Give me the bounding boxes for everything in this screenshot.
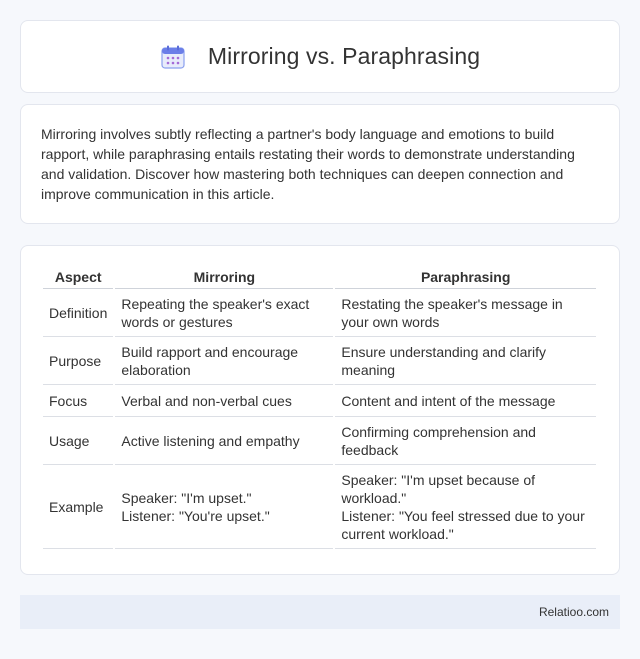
aspect-cell: Usage (43, 417, 113, 465)
aspect-cell: Definition (43, 289, 113, 337)
comparison-card (20, 245, 620, 575)
comparison-table (41, 264, 598, 549)
aspect-cell: Purpose (43, 337, 113, 385)
title-card (20, 20, 620, 93)
paraphrasing-cell: Ensure understanding and clarify meaning (335, 337, 596, 385)
table-row (43, 289, 596, 337)
table-header-row (43, 264, 596, 289)
mirroring-cell: Build rapport and encourage elaboration (115, 337, 333, 385)
mirroring-cell: Active listening and empathy (115, 417, 333, 465)
table-row (43, 417, 596, 465)
table-row (43, 385, 596, 417)
intro-card (20, 104, 620, 224)
table-row (43, 337, 596, 385)
table-row (43, 465, 596, 549)
column-header-mirroring: Mirroring (115, 264, 333, 289)
mirroring-cell: Speaker: "I'm upset." Listener: "You're upset." (115, 465, 333, 549)
column-header-paraphrasing: Paraphrasing (335, 264, 596, 289)
page-title: Mirroring vs. Paraphrasing (207, 43, 481, 69)
calendar-icon (160, 44, 186, 70)
paraphrasing-cell: Confirming comprehension and feedback (335, 417, 596, 465)
footer-brand: Relatioo.com (538, 605, 609, 619)
column-header-aspect: Aspect (43, 264, 113, 289)
aspect-cell: Example (43, 465, 113, 549)
mirroring-cell: Verbal and non-verbal cues (115, 385, 333, 417)
paraphrasing-cell: Content and intent of the message (335, 385, 596, 417)
intro-paragraph: Mirroring involves subtly reflecting a partner's body language and emotions to build rapport, while paraphrasing entails restating their words to demonstrate understanding and validation. Discover how mastering both techniques can deepen connection and improve communication in this article. (41, 126, 575, 202)
paraphrasing-cell: Speaker: "I'm upset because of workload." Listener: "You feel stressed due to your current workload." (335, 465, 596, 549)
footer-bar (20, 595, 620, 629)
paraphrasing-cell: Restating the speaker's message in your own words (335, 289, 596, 337)
mirroring-cell: Repeating the speaker's exact words or gestures (115, 289, 333, 337)
aspect-cell: Focus (43, 385, 113, 417)
